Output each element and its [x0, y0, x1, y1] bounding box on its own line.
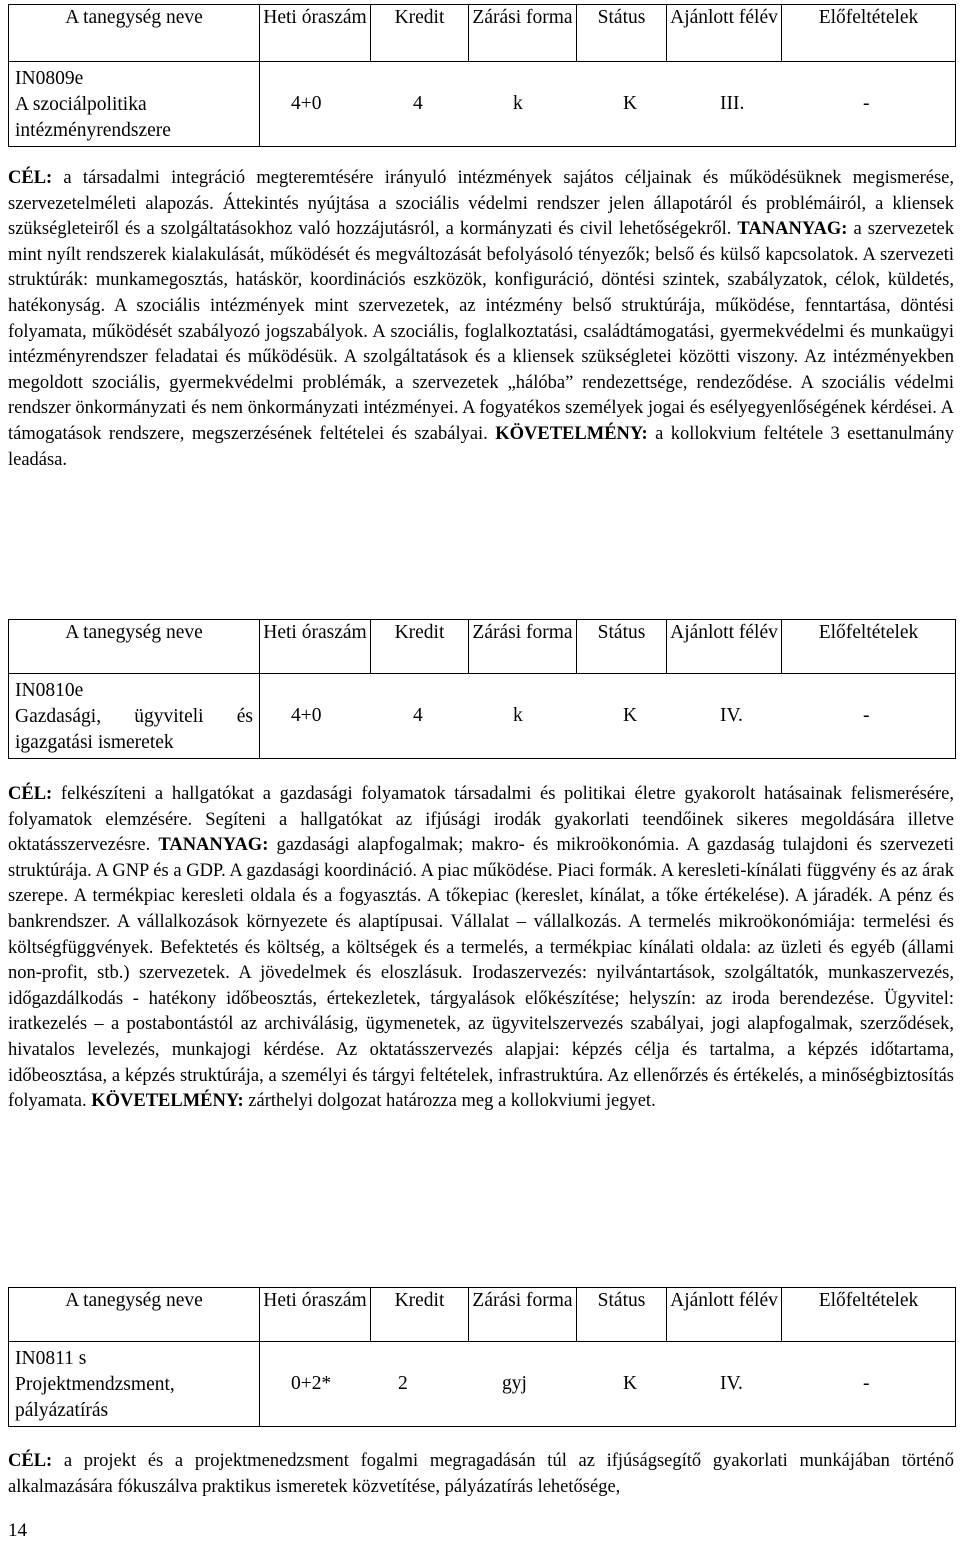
- desc-text: felkészíteni a hallgatókat a gazdasági folyamatok társadalmi és politikai életre gyakorolt hatásainak felismerésére, folyamatok elemzésére. Segíteni a hallgatókat az ifjúsági irodák gyakorlati teendőinek sikeres megoldására illetve oktatásszervezésre.: [8, 784, 954, 856]
- header-status: Státus: [577, 1288, 667, 1342]
- header-name: A tanegység neve: [9, 1288, 260, 1342]
- header-credit: Kredit: [371, 620, 469, 674]
- course-table: [8, 1287, 956, 1427]
- header-exam: Zárási forma: [469, 620, 577, 674]
- desc-text: a szervezetek mint nyílt rendszerek kialakulását, működését és megváltozását befolyásoló tényezők; belső és külső kapcsolatok. A szervezeti struktúrák: munkamegosztás, hatáskör, koordinációs eszközök, konfiguráció, döntési szintek, szabályzatok, célok, küldetés, hatékonyság. A szociális intézmények mint szervezetek, az intézmény belső struktúrája, működése, fenntartása, döntési folyamata, működését szabályozó jogszabályok. A szociális, foglalkoztatási, családtámogatási, gyermekvédelmi és munkaügyi intézményrendszer feladatai és működésük. A szolgáltatások és a kliensek szükségletei közötti viszony. Az intézményekben megoldott szociális, gyermekvédelmi problémák, a szervezetek „hálóba” rendezettsége, rendeződése. A szociális védelmi rendszer önkormányzati és nem önkormányzati intézményei. A fogyatékos személyek jogai és esélyegyenlőségének kérdései. A támogatások rendszere, megszerzésének feltételei és szabályai.: [8, 219, 955, 444]
- course-status: K: [623, 93, 638, 114]
- course-prereq: -: [863, 93, 870, 114]
- desc-label: CÉL:: [8, 784, 53, 804]
- course-status: K: [623, 705, 638, 726]
- course-prereq: -: [863, 705, 870, 726]
- course-code: IN0809e: [15, 68, 84, 89]
- desc-text: a kollokvium feltétele 3 esettanulmány leadása.: [8, 423, 954, 470]
- course-exam: gyj: [502, 1373, 527, 1394]
- desc-text: gazdasági alapfogalmak; makro- és mikroökonómia. A gazdaság tulajdoni és szervezeti struktúrája. A GNP és a GDP. A gazdasági koordináció. A piac működése. Piaci formák. A keresleti-kínálati függvény és az árak szerepe. A termékpiac keresleti oldala és a fogyasztás. A tőkepiac (kereslet, kínálat, a tőke értékelése). A járadék. A pénz és bankrendszer. A vállalkozások környezete és alaptípusai. Vállalat – vállalkozás. A termelés mikroökonómiája: termelési és költségfüggvények. Befektetés és költség, a költségek és a termelés, a termékpiac kínálati oldala: az üzleti és egyéb (állami non-profit, stb.) szervezetek. A jövedelmek és eloszlásuk. Irodaszervezés: nyilvántartások, szolgáltatók, munkaszervezés, időgazdálkodás - hatékony időbeosztás, értekezletek, tárgyalások előkészítése; helyszín: az iroda berendezése. Ügyvitel: iratkezelés – a postabontástól az archiválásig, ügymenetek, az ügyvitelszervezés szabályai, jogi alapfogalmak, szerződések, hivatalos levelezés, munkajogi kérdése. Az oktatásszervezés alapjai: képzés célja és tartalma, a képzés időtartama, időbeosztása, a képzés struktúrája, a személyi és tárgyi feltételek, infrastruktúra. Az ellenőrzés és értékelés, a minőségbiztosítás folyamata.: [8, 835, 954, 1112]
- course-semester: IV.: [720, 705, 743, 726]
- course-values: [260, 62, 956, 147]
- desc-label: KÖVETELMÉNY:: [91, 1091, 244, 1112]
- header-name: A tanegység neve: [9, 620, 260, 674]
- header-hours: Heti óraszám: [260, 5, 371, 62]
- course-table: [8, 619, 956, 759]
- course-name-cell: [9, 62, 260, 147]
- course-name: Projektmendzsment, pályázatírás: [15, 1374, 175, 1421]
- course-description: [8, 166, 954, 473]
- course-hours: 0+2*: [291, 1373, 332, 1394]
- course-status: K: [623, 1373, 638, 1394]
- header-name: A tanegység neve: [9, 5, 260, 62]
- header-status: Státus: [577, 620, 667, 674]
- course-credit: 4: [413, 93, 423, 114]
- course-semester: IV.: [720, 1373, 743, 1394]
- desc-text: a társadalmi integráció megteremtésére irányuló intézmények sajátos céljainak és működésüknek megismerése, szervezetelméleti alapozás. Áttekintés nyújtása a szociális védelmi rendszer jelen állapotáról és problémáiról, a kliensek szükségleteiről és a szolgáltatásokhoz való hozzájutásról, a kormányzati és civil lehetőségekről.: [8, 168, 954, 240]
- course-description: [8, 1449, 954, 1500]
- course-name-cell: [9, 674, 260, 759]
- course-exam: k: [513, 93, 523, 114]
- course-code: IN0810e: [15, 680, 84, 701]
- header-hours: Heti óraszám: [260, 620, 371, 674]
- course-credit: 4: [413, 705, 423, 726]
- header-exam: Zárási forma: [469, 5, 577, 62]
- course-values: [260, 674, 956, 759]
- desc-text: zárthelyi dolgozat határozza meg a kollokviumi jegyet.: [243, 1091, 656, 1112]
- desc-label: CÉL:: [8, 168, 53, 188]
- desc-label: KÖVETELMÉNY:: [495, 423, 648, 444]
- header-credit: Kredit: [371, 1288, 469, 1342]
- course-semester: III.: [720, 93, 745, 114]
- desc-text: a projekt és a projektmenedzsment fogalmi megragadásán túl az ifjúságsegítő gyakorlati munkájában történő alkalmazására fókuszálva praktikus ismeretek közvetítése, pályázatírás lehetősége,: [8, 1451, 954, 1497]
- desc-label: CÉL:: [8, 1451, 53, 1471]
- course-code: IN0811 s: [15, 1348, 87, 1369]
- header-hours: Heti óraszám: [260, 1288, 371, 1342]
- course-description: [8, 782, 954, 1115]
- header-exam: Zárási forma: [469, 1288, 577, 1342]
- course-credit: 2: [398, 1373, 408, 1394]
- course-name-cell: [9, 1342, 260, 1427]
- header-prereq: Előfeltételek: [782, 5, 956, 62]
- header-status: Státus: [577, 5, 667, 62]
- page-number: 14: [8, 1520, 27, 1541]
- course-prereq: -: [863, 1373, 870, 1394]
- course-name: A szociálpolitika intézményrendszere: [15, 94, 171, 141]
- header-prereq: Előfeltételek: [782, 1288, 956, 1342]
- course-values: [260, 1342, 956, 1427]
- course-hours: 4+0: [291, 705, 322, 726]
- course-name: Gazdasági, ügyviteli és igazgatási ismeretek: [15, 706, 253, 753]
- desc-label: TANANYAG:: [737, 219, 848, 240]
- header-semester: Ajánlott félév: [667, 1288, 782, 1342]
- header-semester: Ajánlott félév: [667, 5, 782, 62]
- course-hours: 4+0: [291, 93, 322, 114]
- desc-label: TANANYAG:: [158, 835, 269, 856]
- header-credit: Kredit: [371, 5, 469, 62]
- header-semester: Ajánlott félév: [667, 620, 782, 674]
- header-prereq: Előfeltételek: [782, 620, 956, 674]
- course-exam: k: [513, 705, 523, 726]
- course-table: [8, 4, 956, 147]
